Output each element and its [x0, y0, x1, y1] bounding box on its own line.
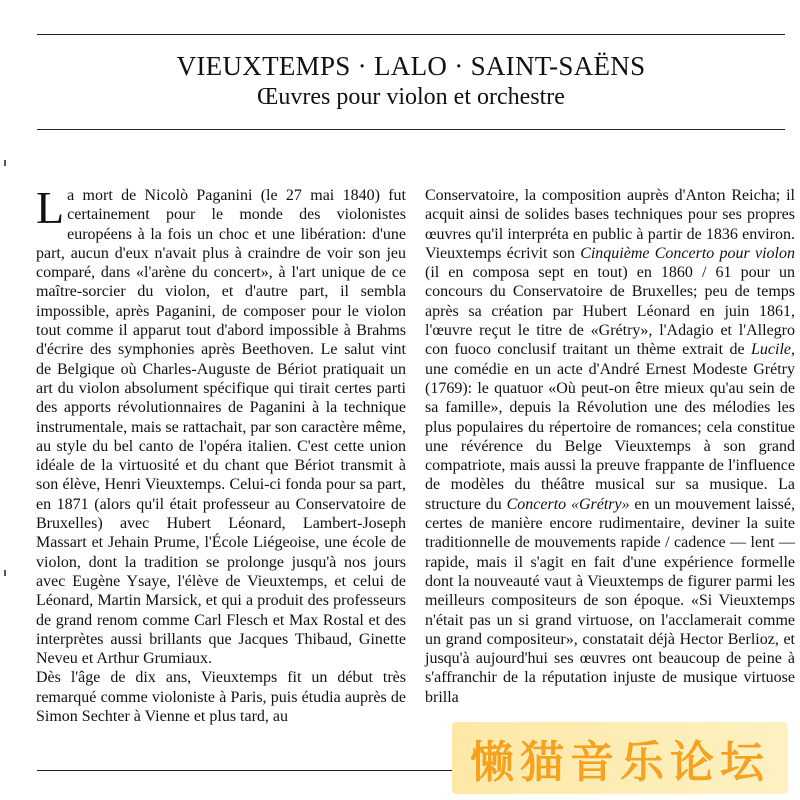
header: [37, 50, 785, 112]
text-run: en un mouvement laissé, certes de manière encore rudimentaire, deviner la suite traditionnelle de mouvements rapide / cadence — lent — rapide, mais il s'agit en fait d'une expérience formelle dont la nouveauté vaut à Vieuxtemps de figurer parmi les meilleurs compositeurs de son époque. «Si Vieuxtemps n'était pas un si grand virtuose, on l'acclamerait comme un grand compositeur», constatait déjà Hector Berlioz, et jusqu'à aujourd'hui ses œuvres ont beaucoup de peine à s'affranchir de la réputation injuste de musique virtuose brilla: [425, 495, 796, 706]
watermark-text: 懒猫音乐论坛: [470, 737, 770, 788]
paragraph: Dès l'âge de dix ans, Vieuxtemps fit un début très remarqué comme violoniste à Paris, puis étudia auprès de Simon Sechter à Vienne et plus tard, au: [36, 669, 406, 726]
text-run: Conservatoire, la composition auprès d'Anton Reicha; il acquit ainsi de solides bases techniques pour ses propres œuvres qu'il interpréta en public à partir de 1836 environ. Vieuxtemps écrivit son: [425, 187, 795, 262]
header-rule: [37, 129, 785, 130]
top-rule: [37, 34, 785, 35]
left-column: [36, 182, 406, 726]
text-run: (il en composa sept en tout) en 1860 / 61 pour un concours du Conservatoire de Bruxelles; peu de temps après sa création par Hubert Léonard en juin 1861, l'œuvre reçut le titre de «Grétry», l'Adagio et l'Allegro con fuoco conclusif traitant un thème extrait de: [425, 264, 795, 359]
subtitle: Œuvres pour violon et orchestre: [257, 84, 565, 110]
composers-title: VIEUXTEMPS · LALO · SAINT-SAËNS: [176, 51, 646, 81]
paragraph: [36, 182, 406, 668]
work-title: Cinquième Concerto pour violon: [580, 244, 795, 262]
drop-cap: L: [36, 182, 65, 233]
paragraph: [425, 186, 795, 707]
paragraph-text: a mort de Nicolò Paganini (le 27 mai 1840) fut certainement pour le monde des violonistes européens à la fois un choc et une libération: d'une part, aucun d'eux n'avait plus à craindre de voir son jeu comparé, dans «l'arène du concert», à l'art unique de ce maître-sorcier du violon, et d'autre part, il sembla impossible, après Paganini, de composer pour le violon tout comme il apparut tout d'abord impossible à Brahms d'écrire des symphonies après Beethoven. Le salut vint de Belgique où Charles-Auguste de Bériot pratiquait un art du violon absolument spécifique qui tirait certes parti des apports révolutionnaires de Paganini à la technique instrumentale, mais se rattachait, par son caractère même, au style du bel canto de l'opéra italien. C'est cette union idéale de la virtuosité et du chant que Bériot transmit à son élève, Henri Vieuxtemps. Celui-ci fonda pour sa part, en 1871 (alors qu'il était professeur au Conservatoire de Bruxelles) avec Hubert Léonard, Lambert-Joseph Massart et Jehain Prume, l'École Liégeoise, une école de violon, dont la tradition se prolonge jusqu'à nos jours avec Eugène Ysaye, l'élève de Vieuxtemps, et celui de Léonard, Martin Marsick, et qui a produit des professeurs de grand renom comme Carl Flesch et Max Rostal et des interprètes aussi brillants que Jacques Thibaud, Ginette Neveu et Arthur Grumiaux.: [36, 187, 406, 668]
work-title: Concerto «Grétry»: [506, 495, 630, 513]
work-title: Lucile: [751, 341, 791, 359]
watermark-banner: [452, 722, 788, 794]
margin-mark: [4, 160, 6, 166]
margin-mark: [4, 570, 6, 576]
right-column: [425, 186, 795, 707]
text-run: , une comédie en un acte d'André Ernest Modeste Grétry (1769): le quatuor «Où peut-on être mieux qu'au sein de sa famille», depuis la Révolution une des mélodies les plus populaires du répertoire de romances; cela constitue une révérence du Belge Vieuxtemps à son grand compatriote, mais aussi la preuve frappante de l'influence de modèles du théâtre musical sur sa musique. La structure du: [425, 341, 795, 513]
